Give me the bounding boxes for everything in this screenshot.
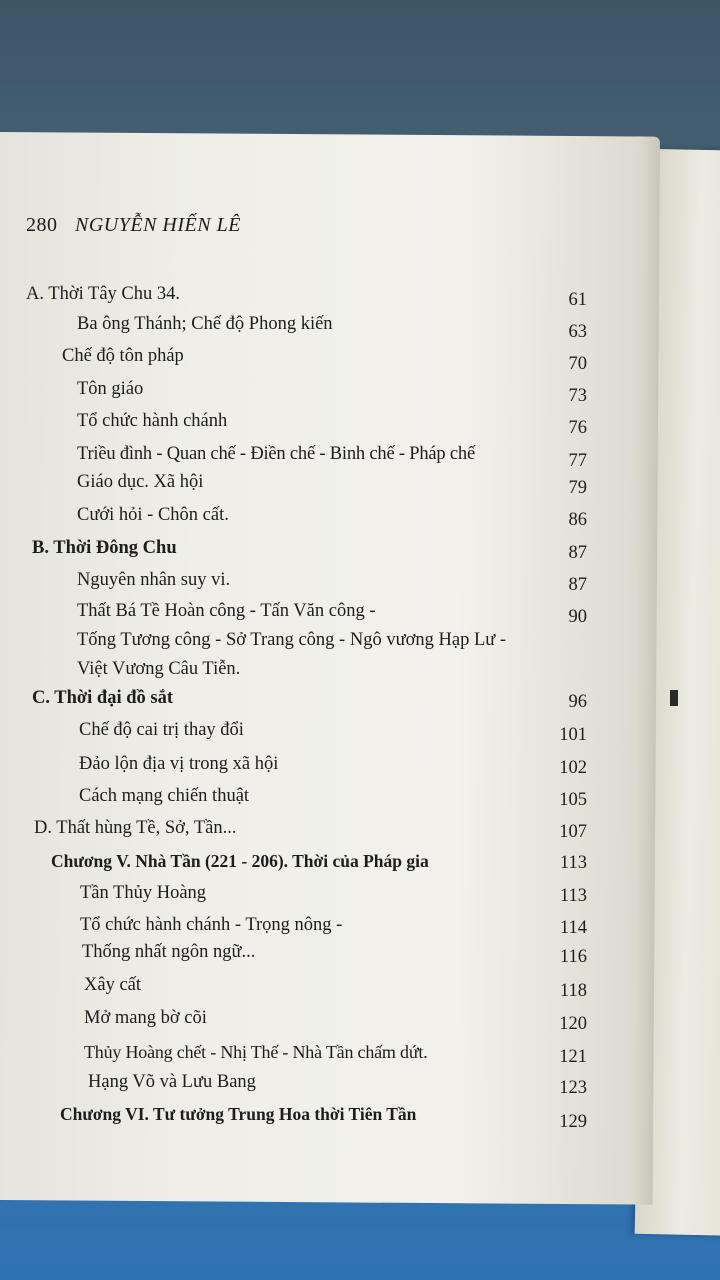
- toc-page: 87: [568, 575, 587, 595]
- toc-entry: Thống nhất ngôn ngữ...: [82, 942, 256, 962]
- toc-page: 102: [559, 758, 587, 778]
- toc-entry: Mở mang bờ cõi: [84, 1008, 207, 1028]
- page-number: 280: [26, 214, 58, 236]
- toc-page: 123: [559, 1078, 587, 1098]
- toc-entry: Cách mạng chiến thuật: [79, 786, 250, 806]
- toc-entry: Tống Tương công - Sở Trang công - Ngô vương Hạp Lư -: [77, 630, 507, 650]
- toc-entry: Cưới hỏi - Chôn cất.: [77, 505, 229, 525]
- toc-page: 87: [568, 543, 587, 563]
- toc-page: 63: [568, 322, 587, 342]
- toc-entry: Hạng Võ và Lưu Bang: [88, 1072, 256, 1092]
- toc-entry: Giáo dục. Xã hội: [77, 472, 204, 492]
- toc-entry: Thủy Hoàng chết - Nhị Thế - Nhà Tần chấm dứt.: [84, 1042, 428, 1062]
- toc-page: 61: [568, 290, 587, 310]
- toc-entry: Nguyên nhân suy vi.: [77, 570, 231, 590]
- toc-page: 120: [559, 1014, 587, 1034]
- toc-section-heading: C. Thời đại đồ sắt: [32, 688, 173, 708]
- toc-chapter-heading: Chương VI. Tư tưởng Trung Hoa thời Tiên Tần: [60, 1104, 417, 1124]
- toc-section-heading: B. Thời Đông Chu: [32, 538, 177, 558]
- toc-entry: Đảo lộn địa vị trong xã hội: [79, 754, 279, 774]
- toc-page: 77: [568, 451, 587, 471]
- toc-page: 113: [559, 853, 587, 873]
- toc-entry: Triều đình - Quan chế - Điền chế - Binh chế - Pháp chế: [77, 444, 475, 464]
- toc-page: 79: [568, 478, 587, 498]
- toc-entry: Thất Bá Tề Hoàn công - Tấn Văn công -: [77, 601, 376, 621]
- toc-entry: Chế độ cai trị thay đổi: [79, 720, 244, 740]
- toc-page: 76: [568, 418, 587, 438]
- toc-page: 118: [559, 981, 587, 1001]
- toc-page: 101: [559, 725, 587, 745]
- toc-entry: Tổ chức hành chánh - Trọng nông -: [80, 915, 343, 935]
- page-header: [26, 214, 241, 237]
- toc-page: 105: [559, 790, 587, 810]
- toc-page: 107: [559, 822, 587, 842]
- toc-page: 73: [568, 386, 587, 406]
- toc-entry: Chế độ tôn pháp: [62, 346, 184, 366]
- spine-mark: [670, 690, 678, 706]
- author-name: NGUYỄN HIẾN LÊ: [75, 214, 241, 236]
- toc-page: 70: [568, 354, 587, 374]
- toc-entry: Tôn giáo: [77, 379, 144, 399]
- toc-page: 114: [559, 918, 587, 938]
- toc-entry: Tổ chức hành chánh: [77, 411, 228, 431]
- toc-page: 90: [568, 607, 587, 627]
- toc-entry: Việt Vương Câu Tiễn.: [77, 659, 241, 679]
- toc-entry: A. Thời Tây Chu 34.: [26, 284, 181, 304]
- toc-page: 113: [559, 886, 587, 906]
- toc-entry: Xây cất: [84, 975, 142, 995]
- toc-page: 116: [559, 947, 587, 967]
- toc-page: 121: [559, 1047, 587, 1067]
- toc-entry: D. Thất hùng Tề, Sở, Tần...: [34, 818, 237, 838]
- toc-page: 86: [568, 510, 587, 530]
- toc-entry: Ba ông Thánh; Chế độ Phong kiến: [77, 314, 333, 334]
- toc-entry: Tần Thủy Hoàng: [80, 883, 207, 903]
- toc-chapter-heading: Chương V. Nhà Tần (221 - 206). Thời của Pháp gia: [51, 851, 429, 871]
- toc-page: 129: [559, 1112, 587, 1132]
- toc-page: 96: [568, 692, 587, 712]
